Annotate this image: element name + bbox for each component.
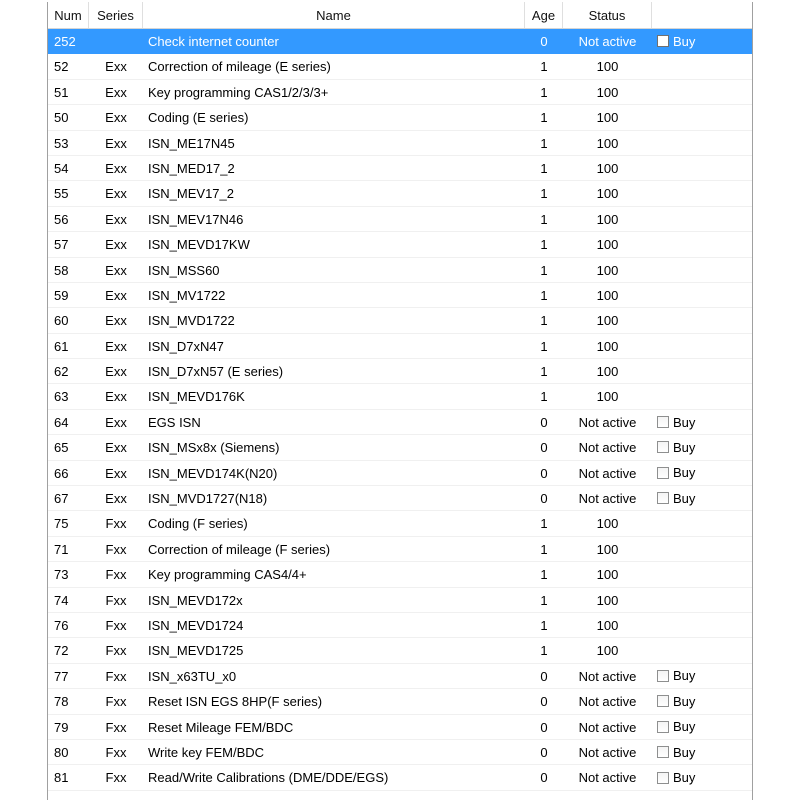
row-num: 53 (54, 135, 69, 151)
column-header-buy[interactable] (652, 2, 752, 28)
row-age: 1 (540, 211, 548, 227)
row-series: Fxx (105, 617, 127, 633)
table-row[interactable] (48, 410, 752, 435)
row-name: ISN_MVD1722 (148, 313, 235, 329)
row-age: 1 (540, 592, 548, 608)
table-row[interactable] (48, 105, 752, 130)
row-num: 63 (54, 389, 69, 405)
row-num: 71 (54, 541, 69, 557)
row-series: Exx (105, 237, 127, 253)
row-status: Not active (578, 440, 637, 456)
table-row[interactable] (48, 80, 752, 105)
row-series: Fxx (105, 770, 127, 786)
row-status: 100 (596, 262, 619, 278)
row-buy (652, 664, 752, 688)
row-age: 1 (540, 287, 548, 303)
row-series: Exx (105, 465, 127, 481)
table-row[interactable] (48, 156, 752, 181)
row-buy (652, 740, 752, 764)
row-name: Reset ISN EGS 8HP(F series) (148, 694, 323, 710)
row-series: Fxx (105, 567, 127, 583)
row-status: Not active (578, 719, 637, 735)
row-status: Not active (578, 414, 637, 430)
row-name: ISN_MEV17N46 (148, 211, 244, 227)
row-status: 100 (596, 592, 619, 608)
row-age: 1 (540, 84, 548, 100)
row-status: 100 (596, 59, 619, 75)
row-status: 100 (596, 287, 619, 303)
row-name: ISN_MEV17_2 (148, 186, 234, 202)
buy-checkbox[interactable] (657, 721, 669, 733)
table-row[interactable] (48, 334, 752, 359)
row-series: Exx (105, 160, 127, 176)
column-header-status[interactable]: Status (563, 2, 652, 28)
row-status: Not active (578, 491, 637, 507)
table-row[interactable] (48, 562, 752, 587)
row-status: 100 (596, 211, 619, 227)
row-status: 100 (596, 643, 619, 659)
row-status: Not active (578, 694, 637, 710)
row-series: Exx (105, 491, 127, 507)
row-age: 0 (540, 414, 548, 430)
row-age: 1 (540, 160, 548, 176)
row-series: Exx (105, 364, 127, 380)
row-age: 0 (540, 744, 548, 760)
row-num: 80 (54, 744, 69, 760)
table-row[interactable] (48, 435, 752, 460)
row-buy (652, 461, 752, 485)
buy-label[interactable]: Buy (673, 744, 696, 760)
row-series: Fxx (105, 541, 127, 557)
row-status: 100 (596, 617, 619, 633)
row-series: Exx (105, 59, 127, 75)
row-num: 62 (54, 364, 69, 380)
row-age: 0 (540, 491, 548, 507)
row-buy (652, 359, 752, 383)
column-header-name[interactable]: Name (143, 2, 525, 28)
row-name: ISN_D7xN57 (E series) (148, 364, 284, 380)
row-age: 0 (540, 465, 548, 481)
row-series: Exx (105, 313, 127, 329)
row-num: 52 (54, 59, 69, 75)
table-row[interactable] (48, 359, 752, 384)
buy-checkbox[interactable] (657, 670, 669, 682)
row-buy (652, 54, 752, 78)
buy-checkbox[interactable] (657, 772, 669, 784)
row-name: ISN_MEVD1724 (148, 617, 244, 633)
row-num: 73 (54, 567, 69, 583)
row-series: Exx (105, 414, 127, 430)
row-buy (652, 181, 752, 205)
buy-label[interactable]: Buy (673, 414, 696, 430)
row-age: 1 (540, 313, 548, 329)
row-series: Exx (105, 440, 127, 456)
table-row[interactable] (48, 54, 752, 79)
row-buy (652, 765, 752, 789)
row-num: 81 (54, 770, 69, 786)
row-name: Write key FEM/BDC (148, 744, 265, 760)
row-series: Exx (105, 84, 127, 100)
table-row[interactable] (48, 511, 752, 536)
row-age: 0 (540, 34, 548, 49)
row-age: 1 (540, 567, 548, 583)
row-series: Exx (105, 262, 127, 278)
row-name: ISN_MEVD176K (148, 389, 245, 405)
buy-label[interactable]: Buy (673, 693, 696, 709)
row-name: Reset Mileage FEM/BDC (148, 719, 294, 735)
row-status: 100 (596, 516, 619, 532)
row-buy (652, 283, 752, 307)
row-buy (652, 562, 752, 586)
row-buy (652, 29, 752, 53)
table-row[interactable] (48, 765, 752, 790)
row-status: 100 (596, 338, 619, 354)
row-name: Check internet counter (148, 34, 279, 49)
row-buy (652, 232, 752, 256)
row-num: 64 (54, 414, 69, 430)
table-row[interactable] (48, 715, 752, 740)
row-series: Fxx (105, 643, 127, 659)
row-num: 61 (54, 338, 69, 354)
row-name: ISN_MV1722 (148, 287, 226, 303)
row-buy (652, 435, 752, 459)
row-name: ISN_MED17_2 (148, 160, 235, 176)
row-status: 100 (596, 110, 619, 126)
row-age: 1 (540, 389, 548, 405)
table-row[interactable] (48, 664, 752, 689)
row-num: 77 (54, 668, 69, 684)
row-num: 67 (54, 491, 69, 507)
table-row[interactable] (48, 613, 752, 638)
row-status: 100 (596, 160, 619, 176)
buy-label[interactable]: Buy (673, 719, 696, 735)
buy-label[interactable]: Buy (673, 465, 696, 481)
row-name: EGS ISN (148, 414, 201, 430)
row-series: Fxx (105, 516, 127, 532)
list-header (48, 2, 752, 29)
row-age: 1 (540, 262, 548, 278)
row-num: 72 (54, 643, 69, 659)
row-num: 56 (54, 211, 69, 227)
row-series: Fxx (105, 592, 127, 608)
row-status: Not active (578, 744, 637, 760)
row-name: Correction of mileage (F series) (148, 541, 331, 557)
row-status: Not active (578, 465, 637, 481)
buy-checkbox[interactable] (657, 416, 669, 428)
row-buy (652, 308, 752, 332)
row-series: Fxx (105, 744, 127, 760)
buy-checkbox[interactable] (657, 746, 669, 758)
row-num: 76 (54, 617, 69, 633)
row-buy (652, 638, 752, 662)
row-age: 0 (540, 770, 548, 786)
row-series: Exx (105, 110, 127, 126)
row-age: 1 (540, 643, 548, 659)
row-series: Exx (105, 135, 127, 151)
row-age: 1 (540, 110, 548, 126)
table-row[interactable] (48, 181, 752, 206)
table-row[interactable] (48, 740, 752, 765)
row-age: 1 (540, 135, 548, 151)
row-name: ISN_MEVD1725 (148, 643, 244, 659)
row-buy (652, 613, 752, 637)
buy-checkbox[interactable] (657, 492, 669, 504)
row-name: ISN_MSS60 (148, 262, 220, 278)
row-name: ISN_x63TU_x0 (148, 668, 237, 684)
row-age: 1 (540, 364, 548, 380)
column-header-num[interactable]: Num (48, 2, 89, 28)
row-num: 79 (54, 719, 69, 735)
row-buy (652, 131, 752, 155)
row-name: Correction of mileage (E series) (148, 59, 331, 75)
table-row[interactable] (48, 258, 752, 283)
row-buy (652, 588, 752, 612)
row-num: 252 (54, 34, 76, 49)
row-status: Not active (578, 668, 637, 684)
row-num: 58 (54, 262, 69, 278)
row-age: 1 (540, 516, 548, 532)
row-status: 100 (596, 364, 619, 380)
row-age: 1 (540, 59, 548, 75)
row-age: 0 (540, 694, 548, 710)
column-header-series[interactable]: Series (89, 2, 143, 28)
row-buy (652, 80, 752, 104)
row-series: Fxx (105, 694, 127, 710)
row-num: 78 (54, 694, 69, 710)
row-buy (652, 105, 752, 129)
table-row[interactable] (48, 486, 752, 511)
row-series: Exx (105, 186, 127, 202)
buy-label[interactable]: Buy (673, 490, 696, 506)
table-row[interactable] (48, 232, 752, 257)
row-series (89, 29, 143, 53)
row-num: 57 (54, 237, 69, 253)
row-name: Key programming CAS4/4+ (148, 567, 307, 583)
row-name: ISN_MEVD172x (148, 592, 243, 608)
row-age: 1 (540, 237, 548, 253)
row-buy (652, 207, 752, 231)
row-age: 0 (540, 668, 548, 684)
functions-list-view[interactable] (47, 2, 753, 800)
row-buy (652, 715, 752, 739)
row-buy (652, 156, 752, 180)
buy-label[interactable]: Buy (673, 770, 696, 786)
buy-checkbox[interactable] (657, 441, 669, 453)
row-status: 100 (596, 567, 619, 583)
row-status: 100 (596, 541, 619, 557)
row-status: 100 (596, 186, 619, 202)
table-row[interactable] (48, 283, 752, 308)
row-num: 50 (54, 110, 69, 126)
row-series: Exx (105, 338, 127, 354)
row-name: ISN_MEVD174K(N20) (148, 465, 278, 481)
row-num: 60 (54, 313, 69, 329)
row-buy (652, 486, 752, 510)
row-status: 100 (596, 389, 619, 405)
row-age: 1 (540, 617, 548, 633)
table-row[interactable] (48, 689, 752, 714)
row-status: Not active (578, 34, 637, 49)
row-num: 65 (54, 440, 69, 456)
row-num: 51 (54, 84, 69, 100)
row-num: 75 (54, 516, 69, 532)
table-row[interactable] (48, 537, 752, 562)
row-buy (652, 258, 752, 282)
row-name: ISN_MEVD17KW (148, 237, 250, 253)
row-series: Fxx (105, 668, 127, 684)
table-row[interactable] (48, 131, 752, 156)
row-buy (652, 537, 752, 561)
row-name: ISN_ME17N45 (148, 135, 235, 151)
row-status: 100 (596, 135, 619, 151)
list-body (48, 29, 752, 791)
row-age: 1 (540, 186, 548, 202)
row-num: 59 (54, 287, 69, 303)
row-buy (652, 384, 752, 408)
row-series: Exx (105, 287, 127, 303)
buy-label[interactable]: Buy (673, 439, 696, 455)
row-age: 0 (540, 440, 548, 456)
table-row[interactable] (48, 308, 752, 333)
column-header-age[interactable]: Age (525, 2, 563, 28)
row-series: Exx (105, 211, 127, 227)
buy-checkbox[interactable] (657, 35, 669, 47)
row-num: 74 (54, 592, 69, 608)
row-age: 1 (540, 338, 548, 354)
row-series: Exx (105, 389, 127, 405)
row-status: 100 (596, 84, 619, 100)
row-age: 0 (540, 719, 548, 735)
buy-label[interactable]: Buy (673, 668, 696, 684)
row-age: 1 (540, 541, 548, 557)
row-status: Not active (578, 770, 637, 786)
row-name: ISN_MSx8x (Siemens) (148, 440, 280, 456)
row-num: 55 (54, 186, 69, 202)
table-row[interactable] (48, 461, 752, 486)
row-buy (652, 689, 752, 713)
table-row[interactable] (48, 384, 752, 409)
row-name: ISN_MVD1727(N18) (148, 491, 268, 507)
buy-checkbox[interactable] (657, 467, 669, 479)
table-row[interactable] (48, 588, 752, 613)
row-name: ISN_D7xN47 (148, 338, 224, 354)
row-status: 100 (596, 237, 619, 253)
buy-label[interactable]: Buy (673, 33, 696, 49)
row-name: Coding (E series) (148, 110, 249, 126)
buy-checkbox[interactable] (657, 695, 669, 707)
table-row[interactable] (48, 207, 752, 232)
row-name: Read/Write Calibrations (DME/DDE/EGS) (148, 770, 389, 786)
row-num: 66 (54, 465, 69, 481)
row-buy (652, 334, 752, 358)
row-status: 100 (596, 313, 619, 329)
row-num: 54 (54, 160, 69, 176)
row-buy (652, 511, 752, 535)
row-series: Fxx (105, 719, 127, 735)
table-row[interactable] (48, 29, 752, 54)
row-name: Key programming CAS1/2/3/3+ (148, 84, 329, 100)
row-name: Coding (F series) (148, 516, 248, 532)
row-buy (652, 410, 752, 434)
table-row[interactable] (48, 638, 752, 663)
